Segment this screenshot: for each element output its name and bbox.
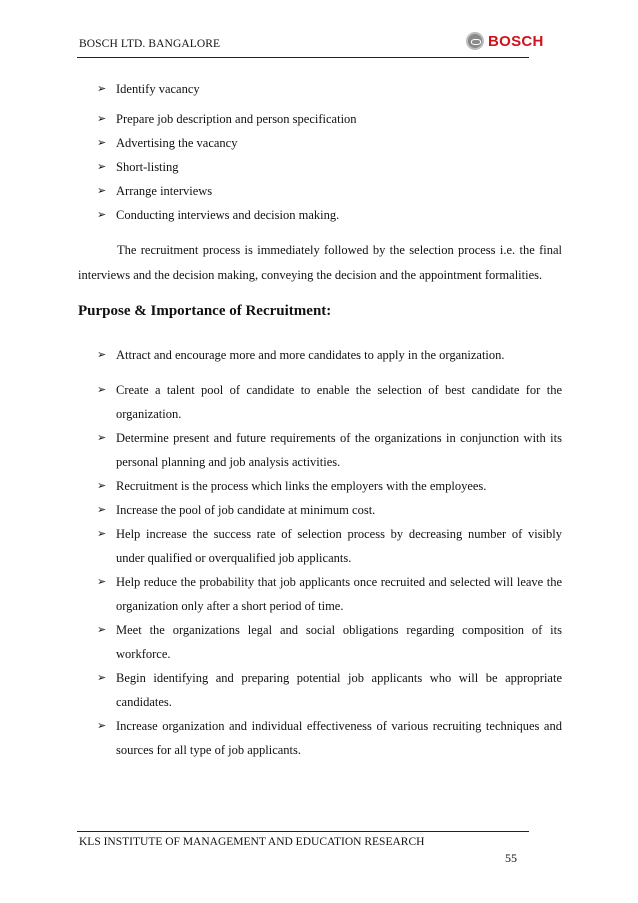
arrow-bullet-icon: ➢ xyxy=(97,479,107,492)
company-header: BOSCH LTD. BANGALORE xyxy=(79,38,221,50)
process-steps-list xyxy=(97,77,562,101)
list-item: ➢ Recruitment is the process which links the employers with the employees. xyxy=(97,474,562,498)
page-number: 55 xyxy=(505,851,517,865)
bosch-logo xyxy=(466,30,544,52)
recruitment-paragraph: The recruitment process is immediately followed by the selection process i.e. the final interviews and the decision making, conveying the decision and the appointment formalities. xyxy=(78,243,562,282)
list-item: ➢ Advertising the vacancy xyxy=(97,131,562,155)
arrow-bullet-icon: ➢ xyxy=(97,82,107,95)
arrow-bullet-icon: ➢ xyxy=(97,623,107,636)
arrow-bullet-icon: ➢ xyxy=(97,527,107,540)
header-divider xyxy=(77,57,529,58)
arrow-bullet-icon: ➢ xyxy=(97,575,107,588)
list-item: ➢ Create a talent pool of candidate to enable the selection of best candidate for the organization. xyxy=(97,378,562,426)
list-item: ➢ Begin identifying and preparing potential job applicants who will be appropriate candidates. xyxy=(97,666,562,714)
arrow-bullet-icon: ➢ xyxy=(97,112,107,125)
footer-divider xyxy=(77,831,529,832)
arrow-bullet-icon: ➢ xyxy=(97,671,107,684)
purpose-first-list xyxy=(97,343,562,367)
list-item: ➢ Increase organization and individual effectiveness of various recruiting techniques and sources for all type of job applicants. xyxy=(97,714,562,762)
list-item: ➢ Help increase the success rate of selection process by decreasing number of visibly under qualified or overqualified job applicants. xyxy=(97,522,562,570)
list-item: ➢ Identify vacancy xyxy=(97,77,562,101)
arrow-bullet-icon: ➢ xyxy=(97,348,107,361)
logo-text: BOSCH xyxy=(488,32,544,50)
purpose-list xyxy=(97,378,562,762)
list-item: ➢ Attract and encourage more and more candidates to apply in the organization. xyxy=(97,343,562,367)
list-item: ➢ Increase the pool of job candidate at minimum cost. xyxy=(97,498,562,522)
arrow-bullet-icon: ➢ xyxy=(97,184,107,197)
list-item: ➢ Meet the organizations legal and social obligations regarding composition of its workforce. xyxy=(97,618,562,666)
arrow-bullet-icon: ➢ xyxy=(97,503,107,516)
process-steps-list-continued xyxy=(97,107,562,227)
list-item: ➢ Prepare job description and person specification xyxy=(97,107,562,131)
list-item: ➢ Arrange interviews xyxy=(97,179,562,203)
arrow-bullet-icon: ➢ xyxy=(97,719,107,732)
arrow-bullet-icon: ➢ xyxy=(97,160,107,173)
footer-institute: KLS INSTITUTE OF MANAGEMENT AND EDUCATION RESEARCH xyxy=(79,836,425,848)
list-item: ➢ Help reduce the probability that job applicants once recruited and selected will leave the organization only after a short period of time. xyxy=(97,570,562,618)
bosch-logo-icon xyxy=(466,32,484,50)
list-item: ➢ Determine present and future requirements of the organizations in conjunction with its personal planning and job analysis activities. xyxy=(97,426,562,474)
arrow-bullet-icon: ➢ xyxy=(97,383,107,396)
list-item: ➢ Short-listing xyxy=(97,155,562,179)
arrow-bullet-icon: ➢ xyxy=(97,136,107,149)
arrow-bullet-icon: ➢ xyxy=(97,208,107,221)
arrow-bullet-icon: ➢ xyxy=(97,431,107,444)
section-heading: Purpose & Importance of Recruitment: xyxy=(78,303,332,319)
list-item: ➢ Conducting interviews and decision making. xyxy=(97,203,562,227)
